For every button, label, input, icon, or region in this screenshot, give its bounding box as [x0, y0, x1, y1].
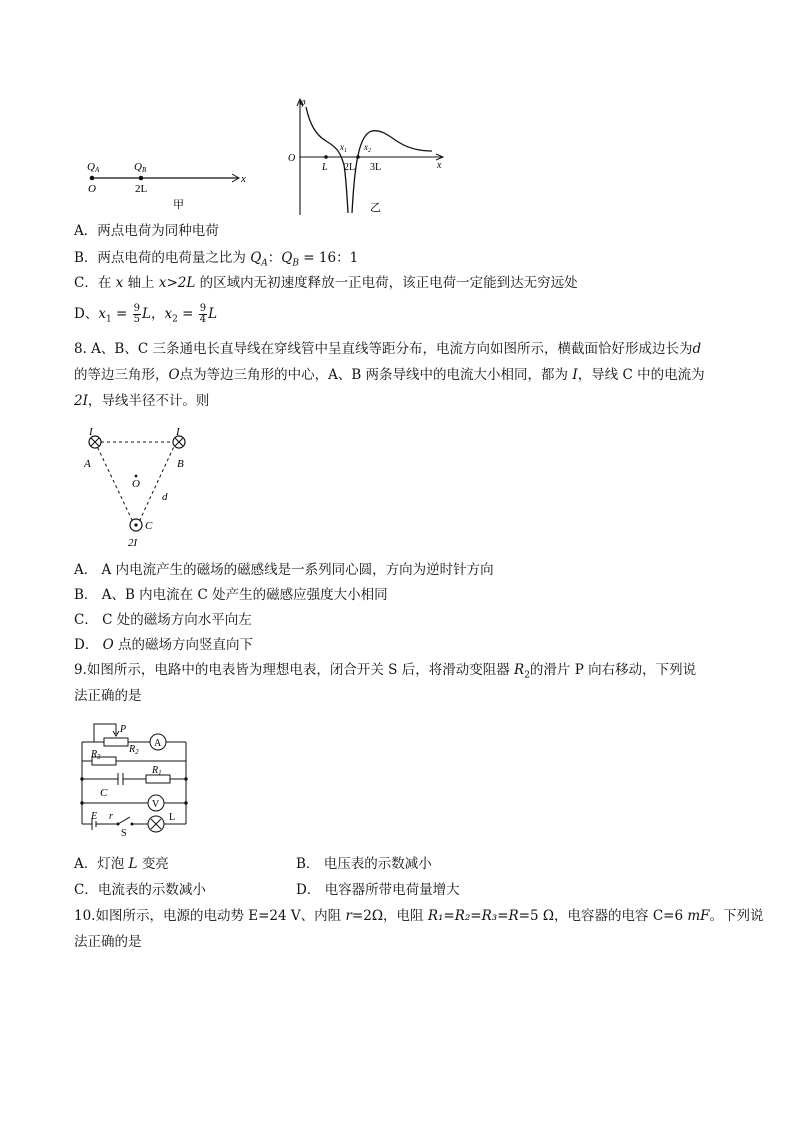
voltmeter [148, 795, 164, 811]
svg-text:I: I [89, 426, 93, 438]
q8-figure [76, 425, 206, 550]
svg-text:2I: 2I [128, 537, 138, 549]
yi-curve-left [306, 107, 348, 213]
q10-stem-line1: 10.如图所示，电源的电动势 E=24 V、内阻 r=2Ω，电阻 R₁=R₂=R₃=R=5 Ω，电容器的电容 C=6 mF。下列说 [74, 908, 764, 924]
label-qa: QA [87, 161, 100, 174]
svg-text:x: x [437, 160, 442, 171]
q9-option-a: A．灯泡 L 变亮 [74, 856, 169, 872]
caption-jia: 甲 [173, 199, 184, 211]
svg-text:S: S [121, 828, 127, 838]
ammeter [150, 734, 166, 750]
q8-stem-line2: 的等边三角形，O点为等边三角形的中心，A、B 两条导线中的电流大小相同，都为 I，导线 C 中的电流为 [74, 367, 705, 383]
q8-stem-line1: 8. A、B、C 三条通电长直导线在穿线管中呈直线等距分布，电流方向如图所示，横截面恰好形成边长为d [74, 341, 702, 357]
svg-text:L: L [169, 812, 176, 823]
svg-text:A: A [84, 458, 91, 470]
label-o: O [88, 183, 96, 195]
yi-phi-label: φ [300, 97, 306, 108]
svg-text:x1: $x_1$ [340, 142, 347, 154]
q8-option-c: C． C 处的磁场方向水平向左 [74, 612, 252, 628]
svg-text:A: A [154, 738, 162, 749]
q9-stem-line2: 法正确的是 [74, 688, 142, 704]
svg-text:r: r [109, 811, 113, 822]
q9-option-d: D． 电容器所带电荷量增大 [296, 882, 460, 898]
q7-option-b: B．两点电荷的电荷量之比为 $Q_A$：$Q_B = 16$：1 [74, 250, 359, 269]
charge-qb-dot [139, 176, 144, 181]
q8-option-b: B． A、B 内电流在 C 处产生的磁感应强度大小相同 [74, 587, 388, 603]
lamp [148, 816, 164, 832]
q9-option-b: B． 电压表的示数减小 [296, 856, 432, 872]
svg-text:d: d [162, 491, 168, 503]
q9-stem-line1: 9.如图所示，电路中的电表皆为理想电表，闭合开关 S 后，将滑动变阻器 $R_2$的滑片 P 向右移动，下列说 [74, 662, 697, 681]
charge-qa-dot [90, 176, 95, 181]
q7-option-d: D、$x_1$ = $\frac{9}{5}$ L，$x_2$ = $\frac{9}{4}$ L [74, 303, 218, 325]
svg-text:C: C [145, 520, 153, 532]
svg-text:3L: 3L [370, 162, 382, 173]
svg-text:C: C [100, 787, 108, 799]
q8-option-d: D． O 点的磁场方向竖直向下 [74, 637, 253, 653]
figure-jia [78, 150, 258, 220]
svg-text:E: E [91, 811, 98, 822]
q8-stem-line3: 2I，导线半径不计。则 [74, 393, 210, 409]
label-qb: QB [134, 161, 147, 174]
svg-text:x2: $x_2$ [364, 142, 371, 154]
q8-option-a: A． A 内电流产生的磁场的磁感线是一系列同心圆，方向为逆时针方向 [74, 562, 494, 578]
q10-stem-line2: 法正确的是 [74, 934, 142, 950]
q7-option-c: C．在 x 轴上 x>2L 的区域内无初速度释放一正电荷，该正电荷一定能到达无穷远处 [74, 275, 578, 291]
svg-text:P: P [120, 724, 127, 735]
q7-option-a: A．两点电荷为同种电荷 [74, 223, 219, 239]
svg-text:B: B [177, 458, 184, 470]
q9-circuit-figure [74, 716, 204, 838]
svg-text:R1: $R_1$ [152, 765, 162, 777]
caption-yi: 乙 [370, 202, 381, 214]
figure-yi [282, 95, 462, 220]
label-x: x [241, 173, 246, 185]
svg-text:O: O [132, 478, 140, 490]
label-2l: 2L [135, 183, 148, 195]
svg-text:I: I [176, 426, 180, 438]
svg-text:V: V [152, 799, 160, 810]
q9-option-c: C．电流表的示数减小 [74, 882, 206, 898]
svg-text:R2: $R_2$ [129, 744, 139, 756]
wire-c-out-of-page [130, 519, 142, 531]
svg-text:O: O [288, 153, 296, 164]
svg-text:R3: $R_3$ [91, 749, 101, 761]
svg-text:2L: 2L [344, 162, 356, 173]
svg-text:L: L [322, 162, 328, 173]
